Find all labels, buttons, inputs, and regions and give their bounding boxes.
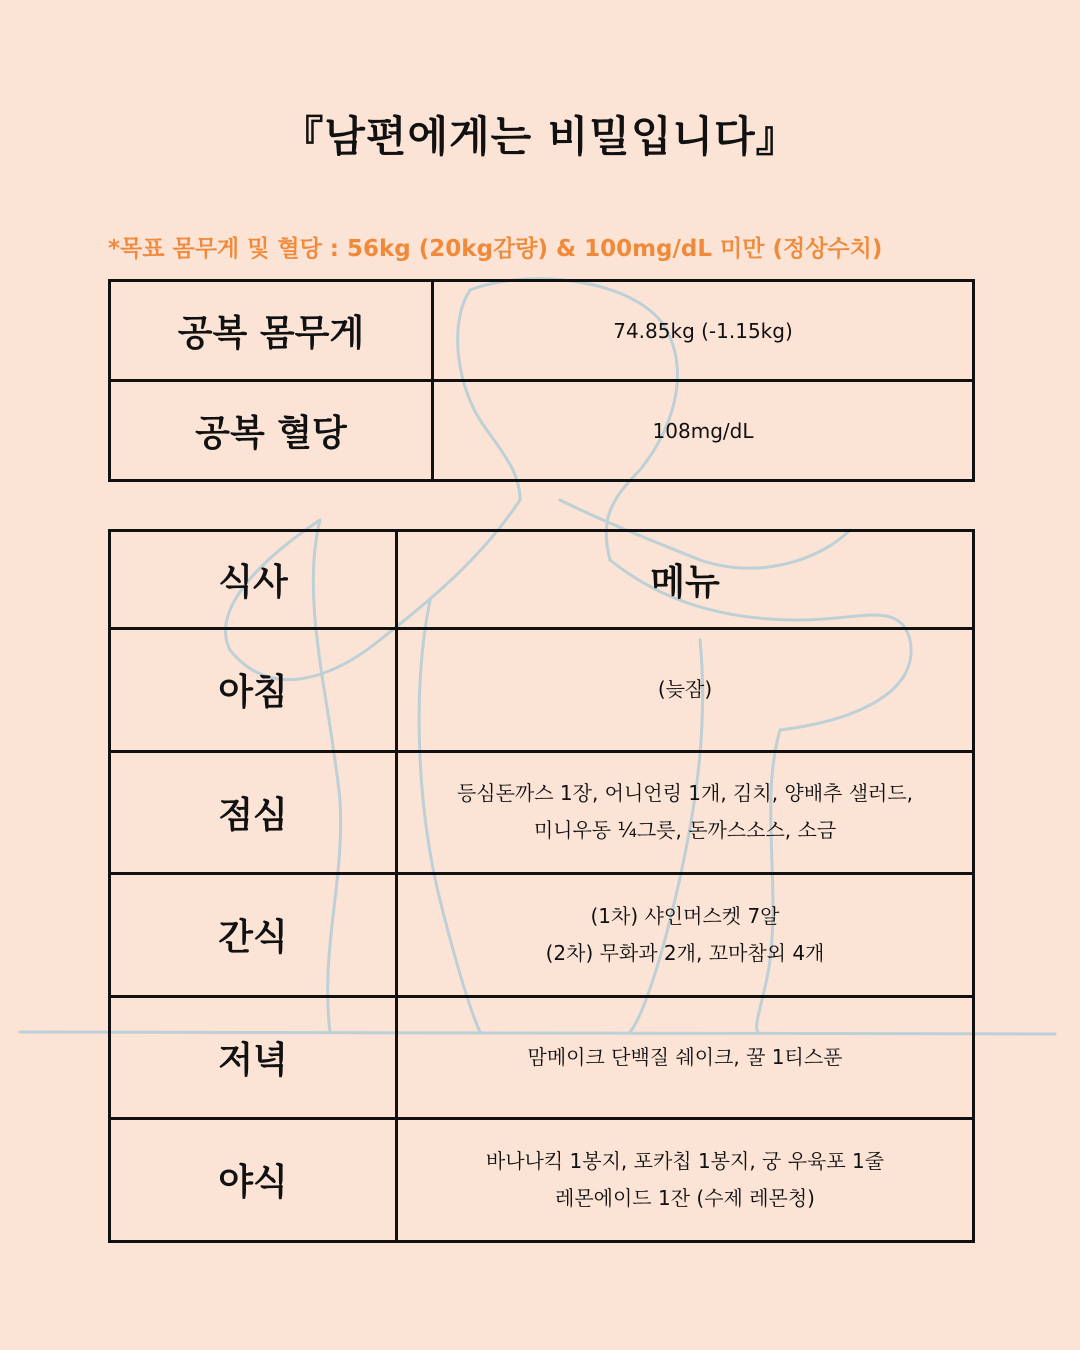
menu-line: 미니우동 ¼그릇, 돈까스소스, 소금 (533, 818, 837, 843)
menu-line: (2차) 무화과 2개, 꼬마참외 4개 (545, 940, 825, 965)
column-header-meal: 식사 (110, 531, 397, 629)
table-row (110, 381, 974, 481)
menu-line: 등심돈까스 1장, 어니언링 1개, 김치, 양배추 샐러드, (456, 781, 914, 806)
stat-value: 108mg/dL (433, 381, 974, 481)
stat-value: 74.85kg (-1.15kg) (433, 281, 974, 381)
table-row (110, 751, 974, 874)
stat-label: 공복 혈당 (110, 381, 433, 481)
table-row (110, 1119, 974, 1242)
table-header-row (110, 531, 974, 629)
table-row (110, 874, 974, 997)
menu-line: (늦잠) (657, 677, 713, 702)
table-row (110, 996, 974, 1119)
meal-menu (397, 629, 974, 752)
meal-name: 점심 (110, 751, 397, 874)
table-row (110, 629, 974, 752)
meal-menu (397, 751, 974, 874)
meal-menu (397, 874, 974, 997)
page-title: 『남편에게는 비밀입니다』 (281, 112, 799, 161)
column-header-menu: 메뉴 (397, 531, 974, 629)
menu-line: (1차) 샤인머스켓 7알 (590, 903, 780, 928)
menu-line: 레몬에이드 1잔 (수제 레몬청) (555, 1185, 815, 1210)
meal-name: 아침 (110, 629, 397, 752)
table-row (110, 281, 974, 381)
meal-name: 저녁 (110, 996, 397, 1119)
meal-menu (397, 1119, 974, 1242)
meal-name: 야식 (110, 1119, 397, 1242)
meal-menu (397, 996, 974, 1119)
menu-line: 맘메이크 단백질 쉐이크, 꿀 1티스푼 (527, 1044, 843, 1069)
stats-table (108, 279, 975, 482)
stat-label: 공복 몸무게 (110, 281, 433, 381)
meal-name: 간식 (110, 874, 397, 997)
goal-text: *목표 몸무게 및 혈당 : 56kg (20kg감량) & 100mg/dL 미만 (정상수치) (108, 236, 883, 262)
meal-table (108, 529, 975, 1243)
menu-line: 바나나킥 1봉지, 포카칩 1봉지, 궁 우육포 1줄 (485, 1148, 885, 1173)
